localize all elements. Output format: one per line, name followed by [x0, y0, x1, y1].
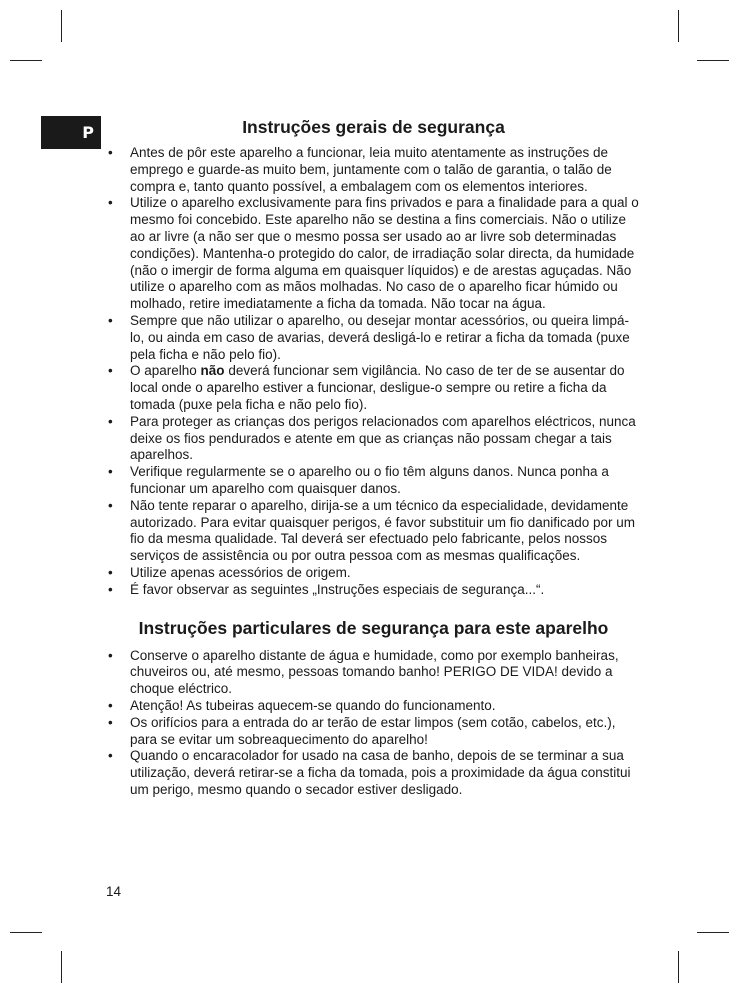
list-item: • Quando o encaracolador for usado na casa de banho, depois de se terminar a sua utilização, deverá retirar-se a ficha da tomada, pois a proximidade da água constitui um perigo, mesmo quando o secador estiver desligado.: [106, 748, 641, 798]
list-item: • Atenção! As tubeiras aquecem-se quando do funcionamento.: [106, 698, 641, 715]
list-item: • Sempre que não utilizar o aparelho, ou desejar montar acessórios, ou queira limpá-lo, ou ainda em caso de avarias, deverá desligá-lo e retirar a ficha da tomada (puxe pela ficha e não pelo fio).: [106, 313, 641, 363]
crop-mark-bottom-left-h: [10, 932, 42, 933]
language-tab: P: [41, 116, 101, 149]
page-number: 14: [106, 884, 122, 899]
list-item: • Verifique regularmente se o aparelho ou o fio têm alguns danos. Nunca ponha a funcionar um aparelho com quaisquer danos.: [106, 464, 641, 498]
list-item-text: O aparelho: [130, 363, 201, 379]
particular-safety-list: [106, 648, 641, 799]
list-item: • Utilize apenas acessórios de origem.: [106, 565, 641, 582]
page-content: [106, 115, 641, 799]
list-item: • Não tente reparar o aparelho, dirija-se a um técnico da especialidade, devidamente autorizado. Para evitar quaisquer perigos, é favor substituir um fio danificado por um fio da mesma qualidade. Tal deverá ser efectuado pelo fabricante, pelos nossos serviços de assistência ou por outra pessoa com as mesmas qualificações.: [106, 498, 641, 565]
particular-safety-title: Instruções particulares de segurança para este aparelho: [138, 617, 609, 638]
list-item: • Conserve o aparelho distante de água e humidade, como por exemplo banheiras, chuveiros ou, até mesmo, pessoas tomando banho! PERIGO DE VIDA! devido a choque eléctrico.: [106, 648, 641, 698]
list-item-text: deverá funcionar sem vigilância. No caso de ter de se ausentar do local onde o aparelho estiver a funcionar, desligue-o sempre ou retire a ficha da tomada (puxe pela ficha e não pelo fio).: [130, 363, 625, 412]
list-item: • Para proteger as crianças dos perigos relacionados com aparelhos eléctricos, nunca deixe os fios pendurados e atente em que as crianças não possam chegar a tais aparelhos.: [106, 414, 641, 464]
list-item: • Os orifícios para a entrada do ar terão de estar limpos (sem cotão, cabelos, etc.), para se evitar um sobreaquecimento do aparelho!: [106, 715, 641, 749]
crop-mark-bottom-right: [678, 951, 679, 983]
crop-mark-bottom-right-h: [697, 932, 729, 933]
list-item: • É favor observar as seguintes „Instruções especiais de segurança...“.: [106, 582, 641, 599]
crop-mark-top-right: [678, 10, 679, 42]
crop-mark-top-right-h: [697, 60, 729, 61]
crop-mark-top-left: [61, 10, 62, 42]
list-item: • Antes de pôr este aparelho a funcionar, leia muito atentamente as instruções de emprego e guarde-as muito bem, juntamente com o talão de garantia, o talão de compra e, tanto quanto possível, a embalagem com os elementos interiores.: [106, 145, 641, 195]
general-safety-list: [106, 145, 641, 599]
crop-mark-bottom-left: [61, 951, 62, 983]
general-safety-title: Instruções gerais de segurança: [242, 117, 505, 137]
list-item: [106, 363, 641, 413]
list-item: • Utilize o aparelho exclusivamente para fins privados e para a finalidade para a qual o mesmo foi concebido. Este aparelho não se destina a fins comerciais. Não o utilize ao ar livre (a não ser que o mesmo possa ser usado ao ar livre sob determinadas condições). Mantenha-o protegido do calor, de irradiação solar directa, da humidade (não o imergir de forma alguma em quaisquer líquidos) e de arestas aguçadas. Não utilize o aparelho com as mãos molhadas. No caso de o aparelho ficar húmido ou molhado, retire imediatamente a ficha da tomada. Não tocar na água.: [106, 195, 641, 313]
emphasis: não: [200, 363, 225, 379]
crop-mark-top-left-h: [10, 60, 42, 61]
